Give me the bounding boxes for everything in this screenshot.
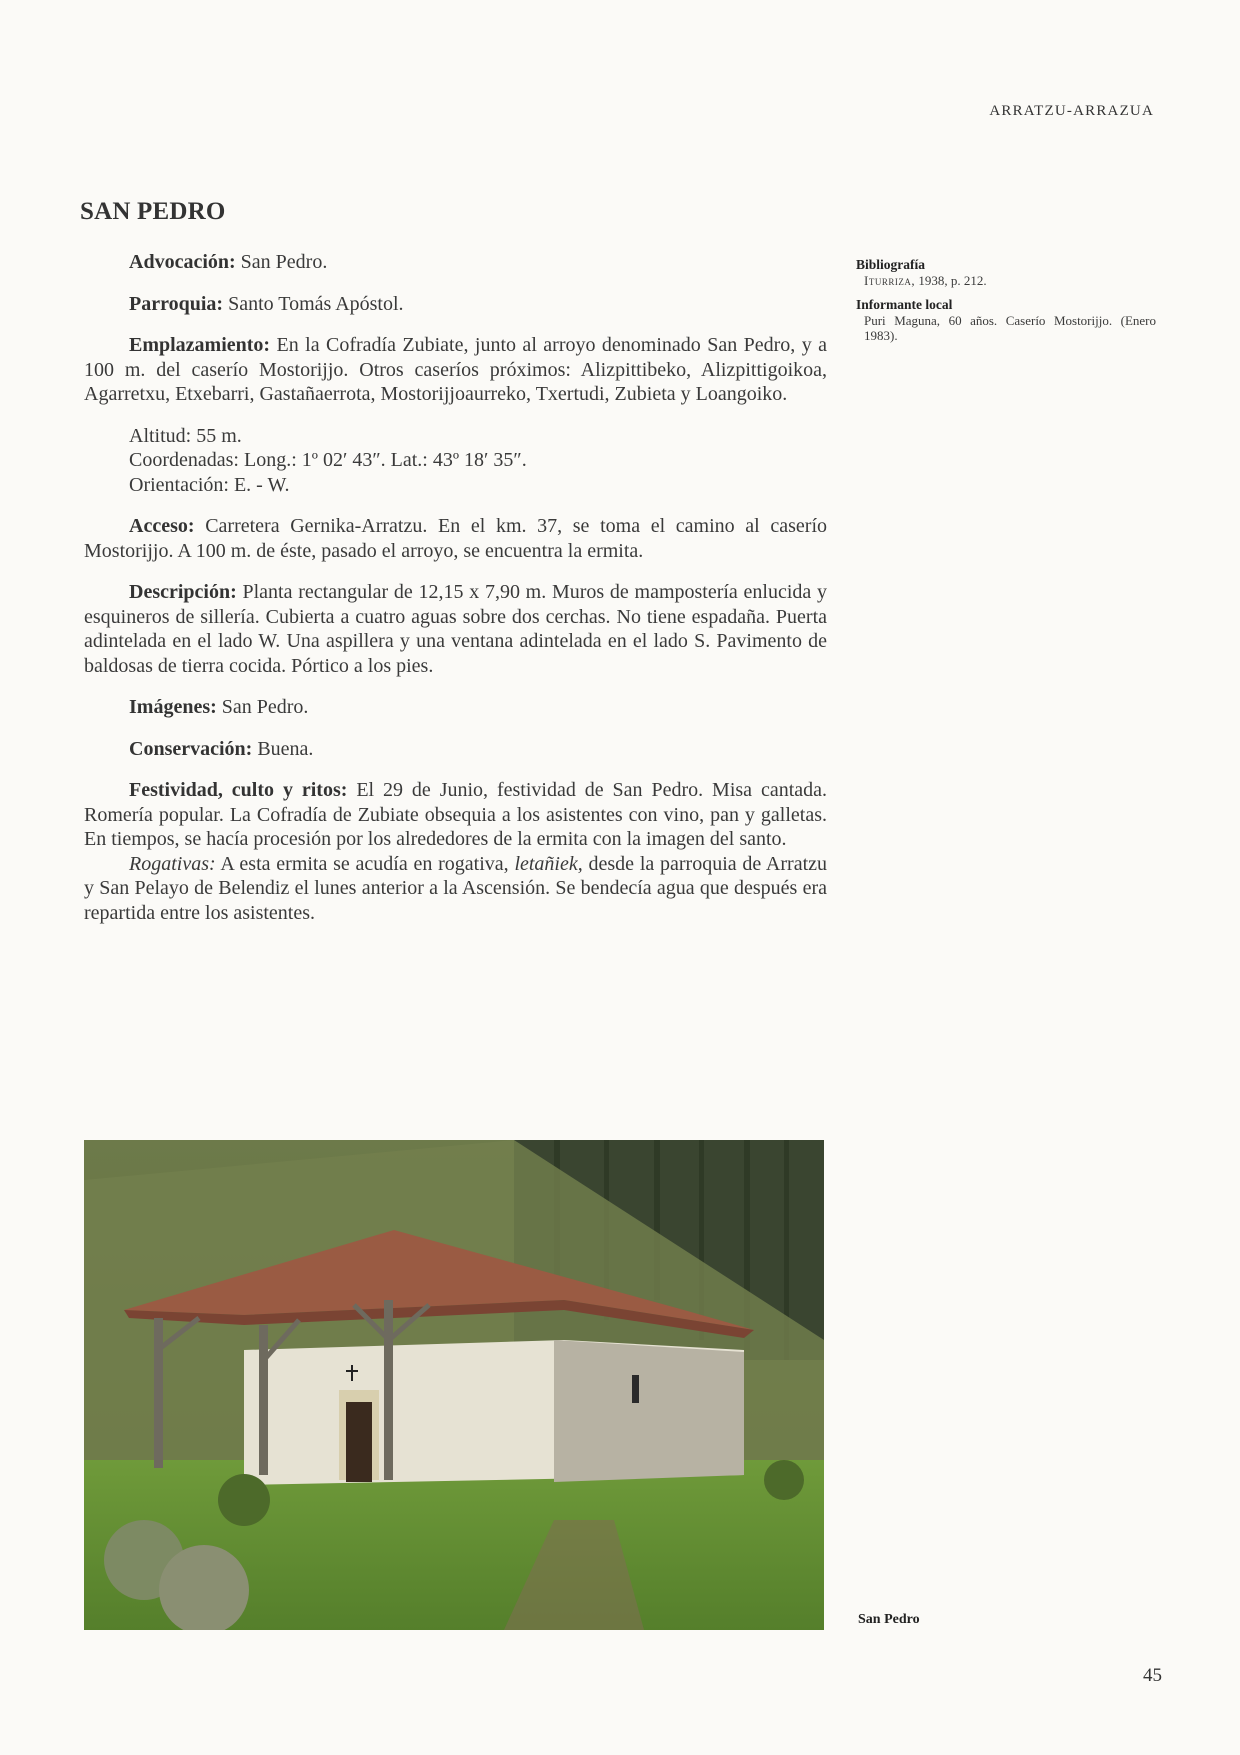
- imagenes-label: Imágenes:: [129, 696, 217, 718]
- conservacion-value: Buena.: [257, 737, 314, 760]
- emplazamiento-paragraph: [84, 333, 827, 407]
- imagenes-value: San Pedro.: [221, 696, 309, 718]
- festividad-label: Festividad, culto y ritos:: [129, 779, 348, 801]
- advocacion-value: San Pedro.: [240, 251, 328, 273]
- coordenadas-line: Coordenadas: Long.: 1º 02′ 43″. Lat.: 43º 18′ 35″.: [129, 449, 527, 471]
- festividad-paragraph: [84, 778, 827, 852]
- main-text: [84, 250, 827, 925]
- conservacion-paragraph: [84, 737, 827, 762]
- bibliografia-ref: 1938, p. 212.: [918, 272, 987, 288]
- rogativas-term: letañiek,: [514, 852, 583, 875]
- emplazamiento-label: Emplazamiento:: [129, 334, 271, 356]
- conservacion-label: Conservación:: [129, 737, 253, 760]
- informante-heading: Informante local: [856, 297, 953, 312]
- advocacion-paragraph: [84, 250, 827, 275]
- altitud-line: Altitud: 55 m.: [129, 424, 242, 447]
- imagenes-paragraph: [84, 695, 827, 720]
- rogativas-text-2: desde la parroquia de Arratzu y San Pelayo de Belendiz el lunes anterior a la Ascensión. Se bendecía agua que después era repartida entre los asistentes.: [84, 852, 828, 924]
- festividad-value: El 29 de Junio, festividad de San Pedro. Misa cantada. Romería popular. La Cofradía de Zubiate obsequia a los asistentes con vino, pan y galletas. En tiempos, se hacía procesión por los alrededores de la ermita con la imagen del santo.: [84, 779, 828, 850]
- parroquia-paragraph: [84, 292, 827, 317]
- descripcion-value: Planta rectangular de 12,15 x 7,90 m. Muros de mampostería enlucida y esquineros de sillería. Cubierta a cuatro aguas sobre dos cerchas. No tiene espadaña. Puerta adintelada en el lado W. Una aspillera y una ventana adintelada en el lado S. Pavimento de baldosas de tierra cocida. Pórtico a los pies.: [84, 581, 828, 677]
- parroquia-value: Santo Tomás Apóstol.: [228, 292, 404, 315]
- acceso-value: Carretera Gernika-Arratzu. En el km. 37, se toma el camino al caserío Mostorijjo. A 100 m. de éste, pasado el arroyo, se encuentra la ermita.: [84, 515, 828, 562]
- emplazamiento-value: En la Cofradía Zubiate, junto al arroyo denominado San Pedro, y a 100 m. del caserío Mostorijjo. Otros caseríos próximos: Alizpittibeko, Alizpittigoikoa, Agarretxu, Etxebarri, Gastañaerrota, Mostorijjoaurreko, Txertudi, Zubieta y Loangoiko.: [84, 334, 827, 405]
- bibliografia-author: Iturriza,: [864, 272, 916, 288]
- photo-caption: San Pedro: [858, 1612, 920, 1627]
- rogativas-paragraph: [84, 852, 827, 926]
- bibliografia-entry: [864, 273, 1156, 289]
- page-number: 45: [1143, 1665, 1162, 1686]
- acceso-paragraph: [84, 514, 827, 563]
- page-title: SAN PEDRO: [80, 198, 226, 225]
- bibliografia-heading: Bibliografía: [856, 257, 926, 272]
- descripcion-label: Descripción:: [129, 581, 237, 603]
- sidebar-notes: [856, 257, 1156, 353]
- parroquia-label: Parroquia:: [129, 292, 224, 315]
- acceso-label: Acceso:: [129, 515, 195, 537]
- location-data: [129, 424, 827, 498]
- advocacion-label: Advocación:: [129, 251, 236, 273]
- informante-text: Puri Maguna, 60 años. Caserío Mostorijjo. (Enero 1983).: [864, 312, 1156, 343]
- rogativas-label: Rogativas:: [129, 852, 216, 875]
- descripcion-paragraph: [84, 580, 827, 678]
- running-header: ARRATZU-ARRAZUA: [989, 103, 1154, 119]
- rogativas-text-1: A esta ermita se acudía en rogativa,: [220, 852, 509, 875]
- hermitage-photo: [84, 1140, 824, 1630]
- orientacion-line: Orientación: E. - W.: [129, 473, 290, 496]
